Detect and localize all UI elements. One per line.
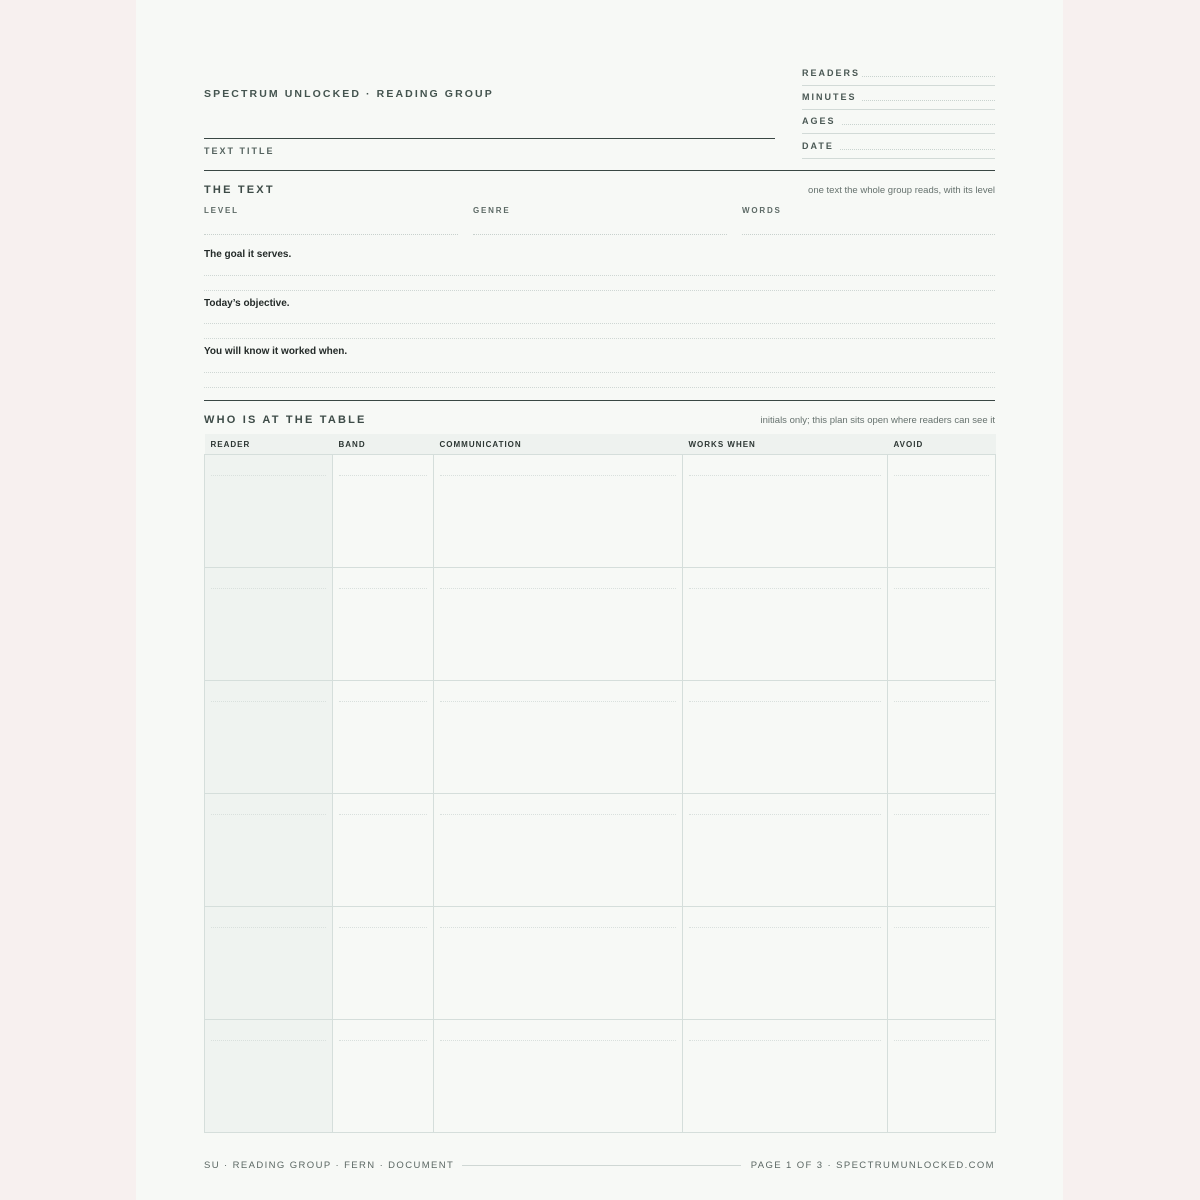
col-communication: COMMUNICATION bbox=[434, 434, 683, 455]
cell-band[interactable] bbox=[333, 568, 434, 681]
cell-reader[interactable] bbox=[205, 568, 333, 681]
cell-works-when[interactable] bbox=[683, 794, 888, 907]
cell-write-line bbox=[440, 475, 676, 476]
meta-ages[interactable] bbox=[802, 116, 995, 140]
readers-table bbox=[204, 434, 996, 1133]
cell-band[interactable] bbox=[333, 455, 434, 568]
cell-write-line bbox=[211, 475, 326, 476]
col-band: BAND bbox=[333, 434, 434, 455]
cell-write-line bbox=[339, 1040, 427, 1041]
meta-ages-field[interactable] bbox=[842, 124, 995, 125]
cell-write-line bbox=[894, 927, 989, 928]
meta-date[interactable] bbox=[802, 141, 995, 165]
cell-avoid[interactable] bbox=[888, 794, 996, 907]
cell-write-line bbox=[211, 1040, 326, 1041]
cell-write-line bbox=[339, 927, 427, 928]
brand-header: SPECTRUM UNLOCKED · READING GROUP bbox=[204, 88, 494, 100]
meta-readers-label: READERS bbox=[802, 68, 861, 78]
cell-write-line bbox=[689, 475, 881, 476]
meta-ages-label: AGES bbox=[802, 116, 836, 126]
cell-avoid[interactable] bbox=[888, 568, 996, 681]
cell-band[interactable] bbox=[333, 1020, 434, 1133]
cell-write-line bbox=[894, 588, 989, 589]
table-header-row bbox=[205, 434, 996, 455]
cell-write-line bbox=[894, 475, 989, 476]
table-note: initials only; this plan sits open where readers can see it bbox=[760, 415, 995, 426]
cell-write-line bbox=[211, 588, 326, 589]
col-reader: READER bbox=[205, 434, 333, 455]
cell-band[interactable] bbox=[333, 794, 434, 907]
cell-works-when[interactable] bbox=[683, 455, 888, 568]
cell-write-line bbox=[894, 1040, 989, 1041]
cell-write-line bbox=[211, 814, 326, 815]
the-text-note: one text the whole group reads, with its level bbox=[808, 185, 995, 196]
goal-line[interactable] bbox=[204, 275, 995, 276]
words-label: WORDS bbox=[742, 206, 782, 215]
table-row bbox=[205, 907, 996, 1020]
cell-reader[interactable] bbox=[205, 455, 333, 568]
success-line[interactable] bbox=[204, 372, 995, 373]
cell-write-line bbox=[339, 475, 427, 476]
cell-works-when[interactable] bbox=[683, 1020, 888, 1133]
cell-communication[interactable] bbox=[434, 1020, 683, 1133]
cell-communication[interactable] bbox=[434, 907, 683, 1020]
cell-write-line bbox=[440, 701, 676, 702]
cell-write-line bbox=[689, 814, 881, 815]
section-rule bbox=[204, 400, 995, 401]
cell-communication[interactable] bbox=[434, 568, 683, 681]
the-text-heading: THE TEXT bbox=[204, 184, 275, 196]
meta-divider bbox=[802, 158, 995, 159]
table-row bbox=[205, 681, 996, 794]
level-field[interactable] bbox=[204, 234, 458, 235]
section-rule bbox=[204, 170, 995, 171]
cell-write-line bbox=[339, 588, 427, 589]
cell-works-when[interactable] bbox=[683, 681, 888, 794]
cell-write-line bbox=[440, 588, 676, 589]
success-line[interactable] bbox=[204, 387, 995, 388]
cell-write-line bbox=[894, 701, 989, 702]
meta-date-field[interactable] bbox=[840, 149, 995, 150]
cell-write-line bbox=[689, 701, 881, 702]
meta-readers[interactable] bbox=[802, 68, 995, 92]
col-works-when: WORKS WHEN bbox=[683, 434, 888, 455]
table-row bbox=[205, 794, 996, 907]
cell-avoid[interactable] bbox=[888, 907, 996, 1020]
text-title-label: TEXT TITLE bbox=[204, 146, 275, 156]
genre-label: GENRE bbox=[473, 206, 511, 215]
meta-readers-field[interactable] bbox=[862, 76, 995, 77]
table-row bbox=[205, 455, 996, 568]
meta-divider bbox=[802, 133, 995, 134]
worksheet-page bbox=[136, 0, 1063, 1200]
cell-write-line bbox=[339, 701, 427, 702]
meta-minutes-field[interactable] bbox=[862, 100, 995, 101]
words-field[interactable] bbox=[742, 234, 995, 235]
cell-write-line bbox=[440, 814, 676, 815]
cell-write-line bbox=[440, 1040, 676, 1041]
meta-minutes[interactable] bbox=[802, 92, 995, 116]
goal-prompt: The goal it serves. bbox=[204, 249, 292, 260]
cell-write-line bbox=[440, 927, 676, 928]
meta-minutes-label: MINUTES bbox=[802, 92, 857, 102]
cell-write-line bbox=[339, 814, 427, 815]
cell-works-when[interactable] bbox=[683, 568, 888, 681]
objective-line[interactable] bbox=[204, 323, 995, 324]
cell-avoid[interactable] bbox=[888, 681, 996, 794]
meta-divider bbox=[802, 109, 995, 110]
table-row bbox=[205, 1020, 996, 1133]
cell-write-line bbox=[894, 814, 989, 815]
cell-write-line bbox=[211, 701, 326, 702]
level-label: LEVEL bbox=[204, 206, 239, 215]
goal-line[interactable] bbox=[204, 290, 995, 291]
cell-communication[interactable] bbox=[434, 681, 683, 794]
text-title-line[interactable] bbox=[204, 138, 775, 139]
col-avoid: AVOID bbox=[888, 434, 996, 455]
table-heading: WHO IS AT THE TABLE bbox=[204, 414, 367, 426]
footer-right: PAGE 1 OF 3 · SPECTRUMUNLOCKED.COM bbox=[750, 1160, 995, 1171]
success-prompt: You will know it worked when. bbox=[204, 346, 348, 357]
cell-write-line bbox=[689, 1040, 881, 1041]
meta-date-label: DATE bbox=[802, 141, 834, 151]
objective-line[interactable] bbox=[204, 338, 995, 339]
cell-write-line bbox=[689, 927, 881, 928]
meta-divider bbox=[802, 85, 995, 86]
cell-reader[interactable] bbox=[205, 1020, 333, 1133]
cell-reader[interactable] bbox=[205, 681, 333, 794]
cell-write-line bbox=[211, 927, 326, 928]
table-row bbox=[205, 568, 996, 681]
cell-reader[interactable] bbox=[205, 907, 333, 1020]
objective-prompt: Today’s objective. bbox=[204, 298, 290, 309]
cell-avoid[interactable] bbox=[888, 1020, 996, 1133]
cell-communication[interactable] bbox=[434, 794, 683, 907]
cell-avoid[interactable] bbox=[888, 455, 996, 568]
cell-works-when[interactable] bbox=[683, 907, 888, 1020]
cell-write-line bbox=[689, 588, 881, 589]
genre-field[interactable] bbox=[473, 234, 727, 235]
cell-band[interactable] bbox=[333, 681, 434, 794]
cell-band[interactable] bbox=[333, 907, 434, 1020]
cell-communication[interactable] bbox=[434, 455, 683, 568]
cell-reader[interactable] bbox=[205, 794, 333, 907]
footer-left: SU · READING GROUP · FERN · DOCUMENT bbox=[204, 1160, 455, 1171]
table-body bbox=[205, 455, 996, 1133]
footer-divider bbox=[462, 1165, 741, 1166]
